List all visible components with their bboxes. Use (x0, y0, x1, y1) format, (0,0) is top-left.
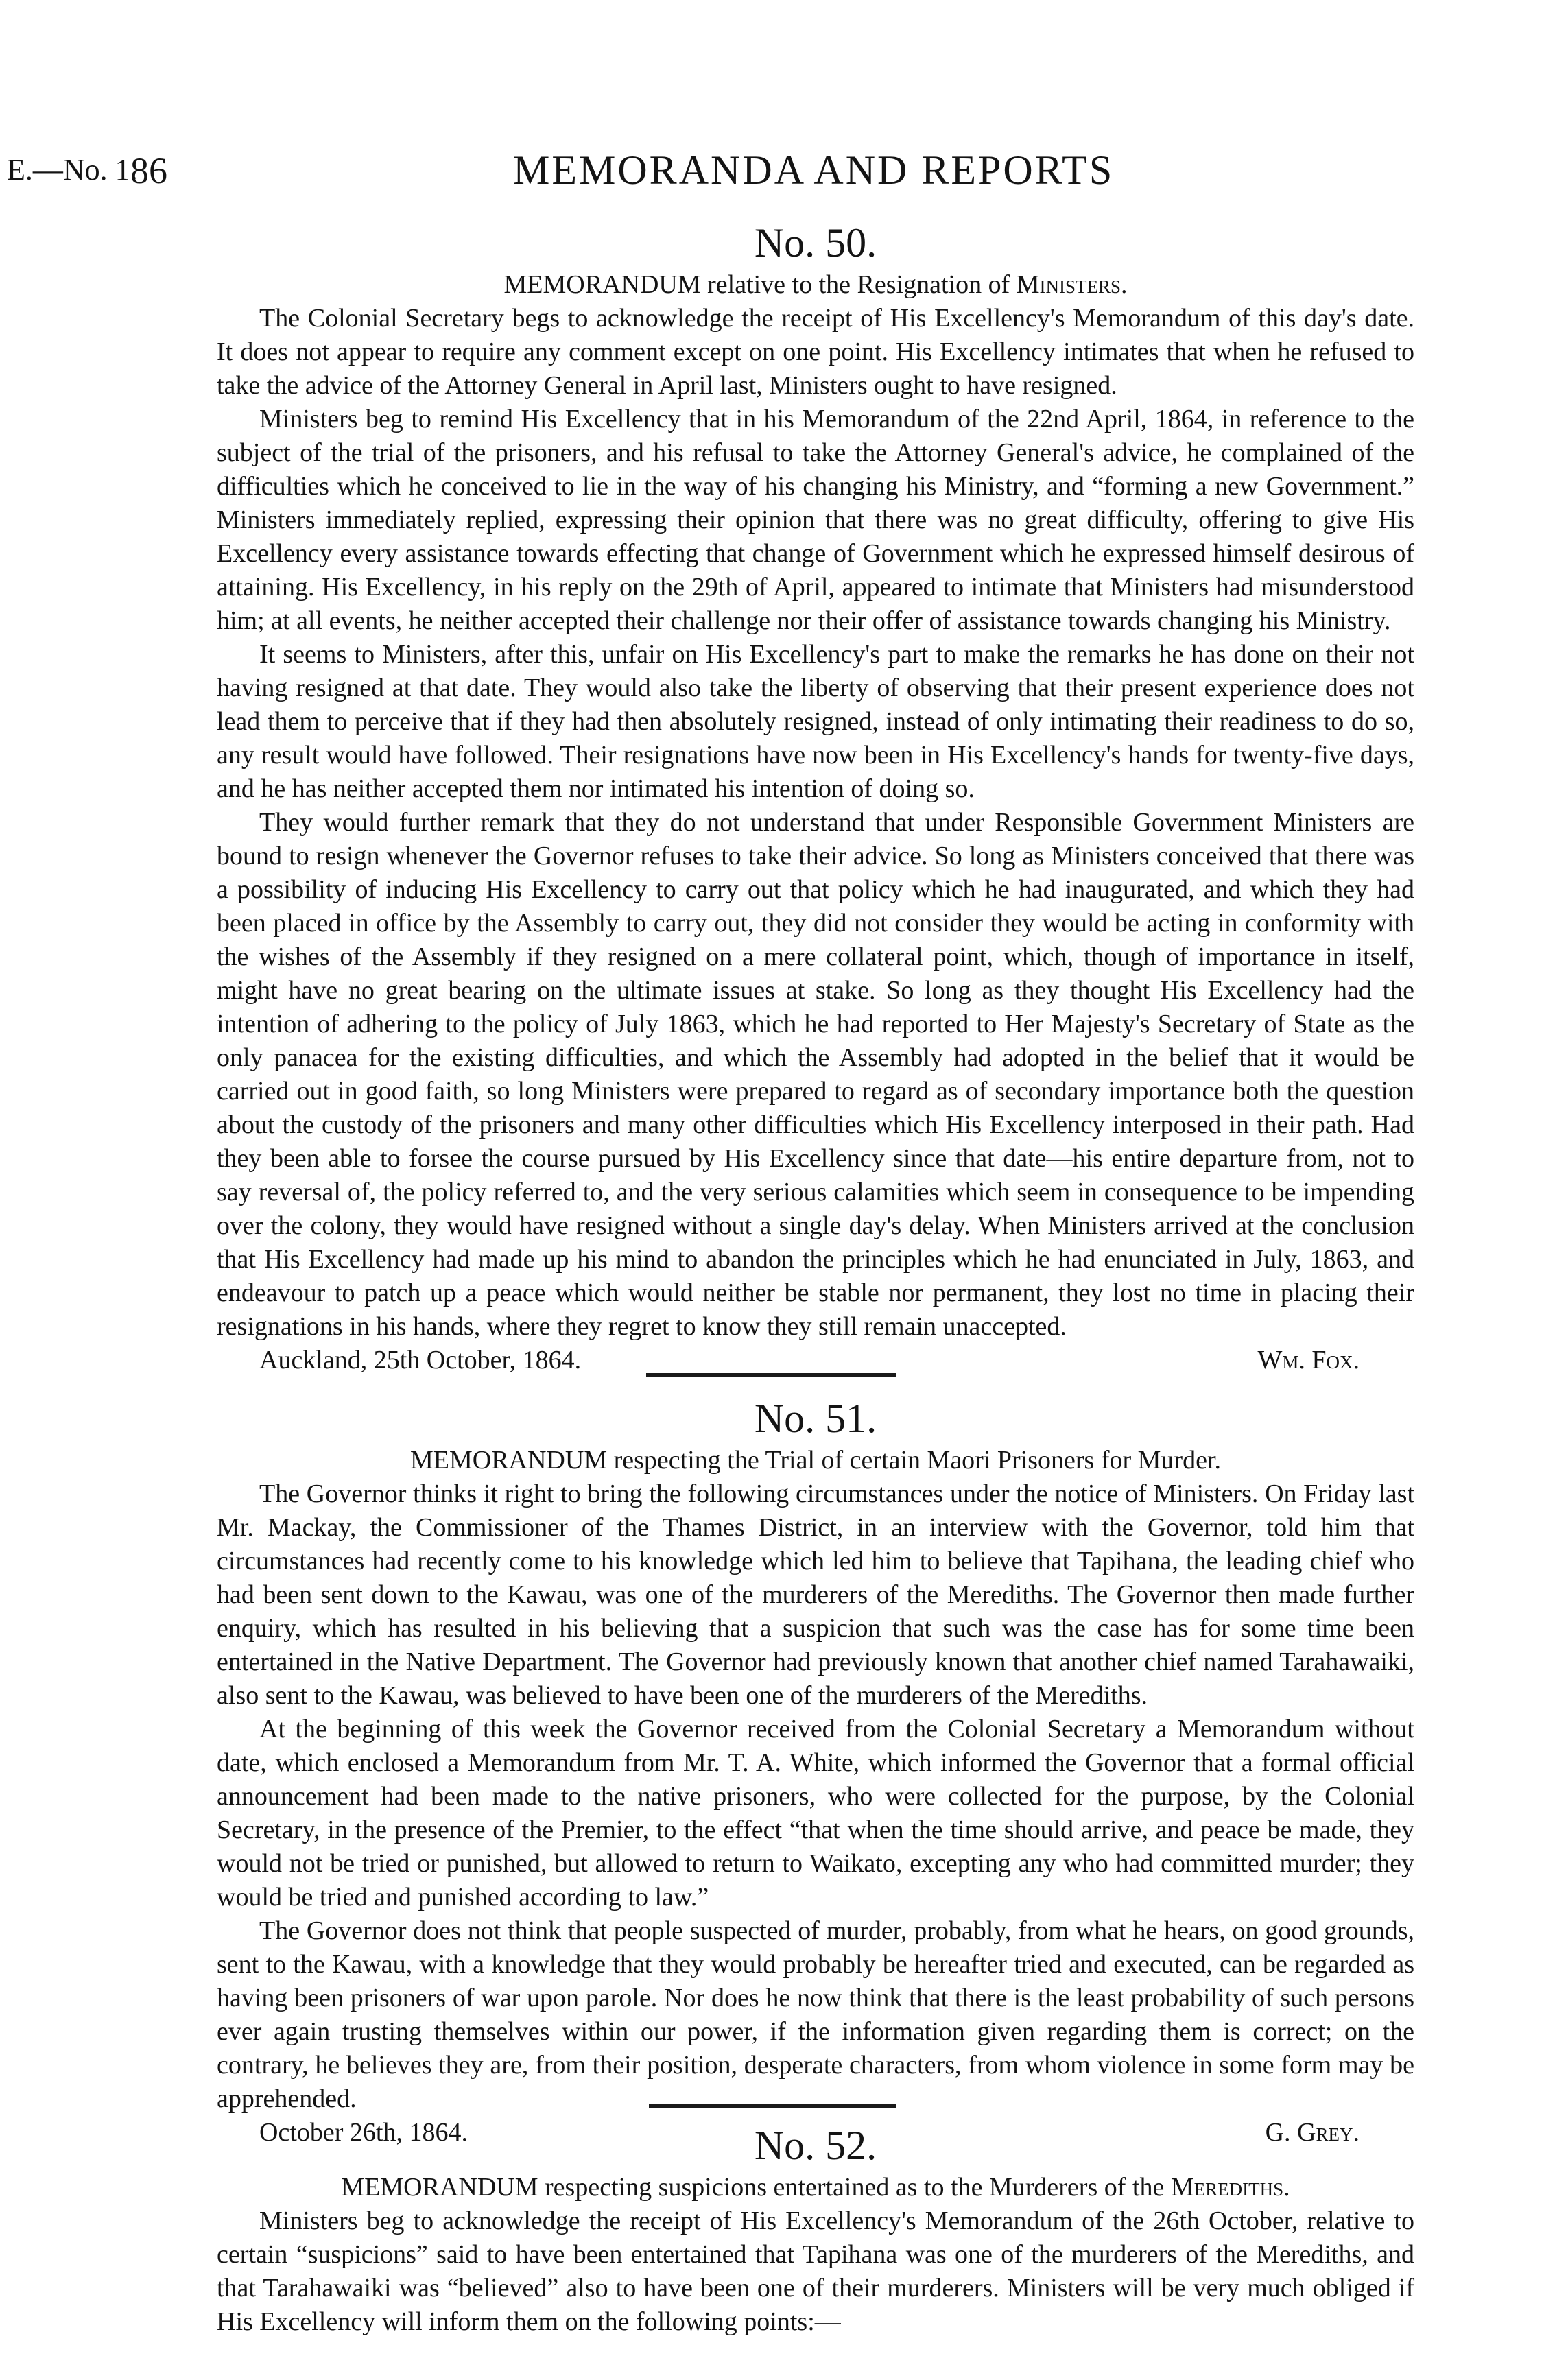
paragraph: They would further remark that they do not understand that under Responsible Government Ministers are bound to resign whenever the Governor refuses to take their advice. So long as Ministers conceived that there was a possibility of inducing His Excellency to carry out that policy which he had inaugurated, and which they had been placed in office by the Assembly to carry out, they did not consider they would be acting in conformity with the wishes of the Assembly if they resigned on a mere collateral point, which, though of importance in itself, might have no great bearing on the ultimate issues at stake. So long as they thought His Excellency had the intention of adhering to the policy of July 1863, which he had reported to Her Majesty's Secretary of State as the only panacea for the existing difficulties, and which the Assembly had adopted in the belief that it would be carried out in good faith, so long Ministers were prepared to regard as of secondary importance both the question about the custody of the prisoners and many other difficulties which His Excellency interposed in their path. Had they been able to forsee the course pursued by His Excellency since that date—his entire departure from, not to say reversal of, the policy referred to, and the very serious calamities which seem in consequence to be impending over the colony, they would have resigned without a single day's delay. When Ministers arrived at the conclusion that His Excellency had made up his mind to abandon the principles which he had enunciated in July, 1863, and endeavour to patch up a peace which would neither be stable nor permanent, they lost no time in placing their resignations in his hands, where they regret to know they still remain unaccepted. (217, 808, 1414, 1341)
paragraph: Ministers beg to acknowledge the receipt of His Excellency's Memorandum of the 26th October, relative to certain “suspicions” said to have been entertained that Tapihana was one of the murderers of the Merediths, and that Tarahawaiki was “believed” also to have been one of their murderers. Ministers will be very much obliged if His Excellency will inform them on the following points:— (217, 2206, 1414, 2336)
section-divider (646, 1373, 896, 1377)
signature: Wm. Fox. (1257, 1346, 1359, 1375)
memorandum-heading: MEMORANDUM respecting the Trial of certain Maori Prisoners for Murder. (409, 1446, 1222, 1475)
memorandum-number: No. 52. (754, 2123, 877, 2168)
memorandum-number: No. 51. (754, 1396, 877, 1441)
signoff (217, 1344, 1414, 1377)
memorandum-heading: MEMORANDUM relative to the Resignation of Ministers. (503, 270, 1128, 299)
paragraph: At the beginning of this week the Governor received from the Colonial Secretary a Memorandum without date, which enclosed a Memorandum from Mr. T. A. White, which informed the Governor that a formal official announcement had been made to the native prisoners, who were collected for the purpose, by the Colonial Secretary, in the presence of the Premier, to the effect “that when the time should arrive, and peace be made, they would not be tried or punished, but allowed to return to Waikato, excepting any who had committed murder; they would be tried and punished according to law.” (217, 1715, 1414, 1912)
memorandum-50 (217, 218, 1414, 1377)
place-date: Auckland, 25th October, 1864. (259, 1346, 582, 1375)
paragraph: It seems to Ministers, after this, unfair on His Excellency's part to make the remarks he has done on their not having resigned at that date. They would also take the liberty of observing that their present experience does not lead them to perceive that if they had then absolutely resigned, instead of only intimating their readiness to do so, any result would have followed. Their resignations have now been in His Excellency's hands for twenty-five days, and he has neither accepted them nor intimated his intention of doing so. (217, 640, 1414, 803)
place-date: October 26th, 1864. (259, 2118, 468, 2147)
memorandum-number: No. 50. (754, 220, 877, 265)
paragraph: The Governor thinks it right to bring the following circumstances under the notice of Ministers. On Friday last Mr. Mackay, the Commissioner of the Thames District, in an interview with the Governor, told him that circumstances had recently come to his knowledge which led him to believe that Tapihana, the leading chief who had been sent down to the Kawau, was one of the murderers of the Merediths. The Governor then made further enquiry, which has resulted in his believing that a suspicion that such was the case has for some time been entertained in the Native Department. The Governor had previously known that another chief named Tarahawaiki, also sent to the Kawau, was believed to have been one of the murderers of the Merediths. (217, 1479, 1414, 1710)
page-title: MEMORANDA AND REPORTS (513, 147, 1115, 193)
signature: G. Grey. (1265, 2118, 1359, 2147)
memorandum-51 (217, 1394, 1414, 2150)
memorandum-heading: MEMORANDUM respecting suspicions entertained as to the Murderers of the Merediths. (341, 2173, 1290, 2202)
memorandum-52 (217, 2121, 1414, 2339)
paragraph: Ministers beg to remind His Excellency that in his Memorandum of the 22nd April, 1864, in reference to the subject of the trial of the prisoners, and his refusal to take the Attorney General's advice, he complained of the difficulties which he conceived to lie in the way of his changing his Ministry, and “forming a new Government.” Ministers immediately replied, expressing their opinion that there was no great difficulty, offering to give His Excellency every assistance towards effecting that change of Government which he expressed himself desirous of attaining. His Excellency, in his reply on the 29th of April, appeared to intimate that Ministers had misunderstood him; at all events, he neither accepted their challenge nor their offer of assistance towards changing his Ministry. (217, 405, 1414, 635)
page-number: 86 (130, 150, 167, 191)
section-divider (649, 2104, 896, 2108)
paragraph: The Colonial Secretary begs to acknowledge the receipt of His Excellency's Memorandum of this day's date. It does not appear to require any comment except on one point. His Excellency intimates that when he refused to take the advice of the Attorney General in April last, Ministers ought to have resigned. (217, 304, 1414, 400)
document-reference: E.—No. 1. (7, 153, 138, 187)
paragraph: The Governor does not think that people suspected of murder, probably, from what he hears, on good grounds, sent to the Kawau, with a knowledge that they would probably be hereafter tried and executed, can be regarded as having been prisoners of war upon parole. Nor does he now think that there is the least probability of such persons ever again trusting themselves within our power, if the information given regarding them is correct; on the contrary, he believes they are, from their position, desperate characters, from whom violence in some form may be apprehended. (217, 1916, 1414, 2113)
